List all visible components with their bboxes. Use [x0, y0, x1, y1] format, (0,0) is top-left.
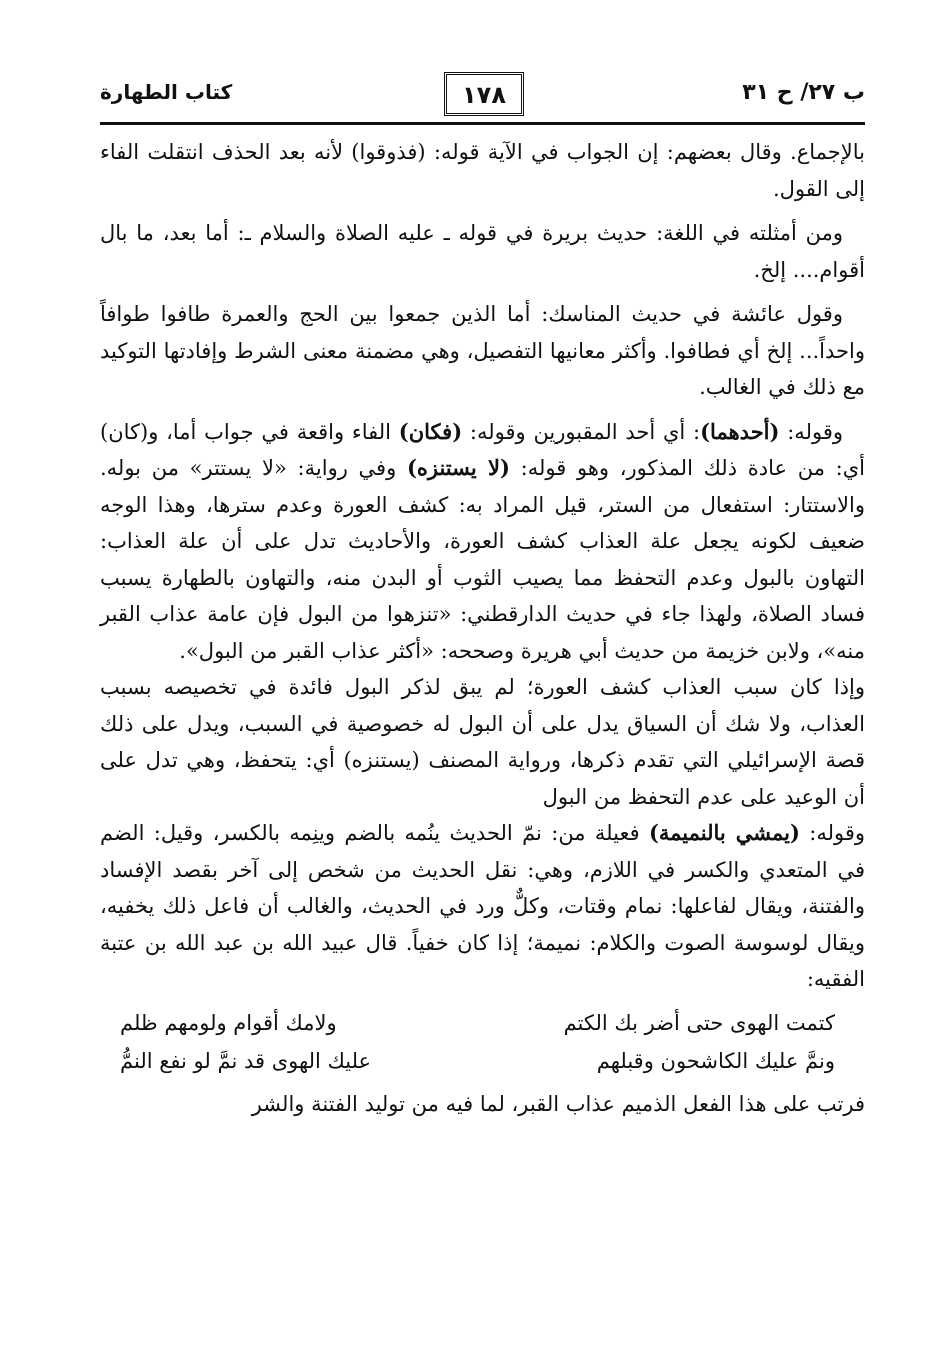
header-divider: [100, 122, 865, 125]
paragraph-6-text-1: وقوله:: [799, 821, 866, 845]
verse-first-hemistich: كتمت الهوى حتى أضر بك الكتم: [563, 1010, 835, 1035]
paragraph-3: وقول عائشة في حديث المناسك: أما الذين جمعوا بين الحج والعمرة طافوا طوافاً واحداً... إلخ أي فطافوا. وأكثر معانيها التفصيل، وهي مضمنة معنى الشرط وإفادتها التوكيد مع ذلك في الغالب.: [100, 302, 865, 399]
paragraph-7: فرتب على هذا الفعل الذميم عذاب القبر، لما فيه من توليد الفتنة والشر: [251, 1091, 865, 1116]
verse-second-hemistich: ولامك أقوام ولومهم ظلم: [120, 1010, 337, 1035]
chapter-title: كتاب الطهارة: [100, 80, 233, 104]
paragraph-5: وإذا كان سبب العذاب كشف العورة؛ لم يبق لذكر البول فائدة في تخصيصه بسبب العذاب، ولا شك أن السياق يدل على أن البول له خصوصية في السبب، ويدل على ذلك قصة الإسرائيلي التي تقدم ذكرها، ورواية المصنف (يستنزه) أي: يتحفظ، وهي تدل على أن الوعيد على عدم التحفظ من البول: [100, 675, 865, 809]
paragraph-1: بالإجماع. وقال بعضهم: إن الجواب في الآية قوله: (فذوقوا) لأنه بعد الحذف انتقلت الفاء إلى القول.: [100, 140, 865, 201]
page-number: ١٧٨: [444, 72, 524, 116]
poem: [100, 1004, 865, 1080]
verse-second-hemistich: عليك الهوى قد نمَّ لو نفع النمُّ: [120, 1048, 372, 1073]
paragraph-4-text-3: الفاء واقعة في جواب أما، و(كان) أي: من عادة ذلك المذكور، وهو قوله:: [100, 419, 865, 480]
paragraph-4: [100, 414, 865, 670]
paragraph-6: [100, 815, 865, 998]
paragraph-4-text-1: وقوله:: [779, 419, 843, 444]
page-body: [100, 134, 865, 1130]
paragraph-6-text-2: فعيلة من: نمّ الحديث ينُمه بالضم وينِمه بالكسر، وقيل: الضم في المتعدي والكسر في اللازم، وهي: نقل الحديث من شخص إلى آخر بقصد الإفساد والفتنة، ويقال لفاعلها: نمام وقتات، وكلٌّ ورد في الحديث، والغالب أن فاعل ذلك يخفيه، ويقال لوسوسة الصوت والكلام: نميمة؛ إذا كان خفياً. قال عبيد الله بن عبد الله بن عتبة الفقيه:: [100, 821, 865, 991]
verse-first-hemistich: ونمَّ عليك الكاشحون وقبلهم: [596, 1048, 835, 1073]
paragraph-4-term-3: (لا يستنزه): [406, 455, 510, 480]
poem-verse: [120, 1042, 835, 1080]
paragraph-2: ومن أمثلته في اللغة: حديث بريرة في قوله ـ عليه الصلاة والسلام ـ: أما بعد، ما بال أقوام.... إلخ.: [100, 221, 865, 282]
paragraph-4-text-2: : أي أحد المقبورين وقوله:: [462, 419, 701, 444]
page-header: [100, 72, 865, 122]
hadith-reference: ب ٢٧/ ح ٣١: [742, 80, 865, 105]
paragraph-4-text-4: وفي رواية: «لا يستتر» من بوله. والاستتار: استفعال من الستر، قيل المراد به: كشف العورة وعدم سترها، وهذا الوجه ضعيف لكونه يجعل علة العذاب كشف العورة، والأحاديث تدل على أن علة العذاب: التهاون بالبول وعدم التحفظ مما يصيب الثوب أو البدن منه، والتهاون بالطهارة يسبب فساد الصلاة، ولهذا جاء في حديث الدارقطني: «تنزهوا من البول فإن عامة عذاب القبر منه»، ولابن خزيمة من حديث أبي هريرة وصححه: «أكثر عذاب القبر من البول».: [100, 456, 865, 663]
poem-verse: [120, 1004, 835, 1042]
paragraph-6-term-1: (يمشي بالنميمة): [648, 820, 800, 845]
paragraph-4-term-2: (فكان): [398, 418, 463, 444]
paragraph-4-term-1: (أحدهما): [700, 418, 780, 444]
